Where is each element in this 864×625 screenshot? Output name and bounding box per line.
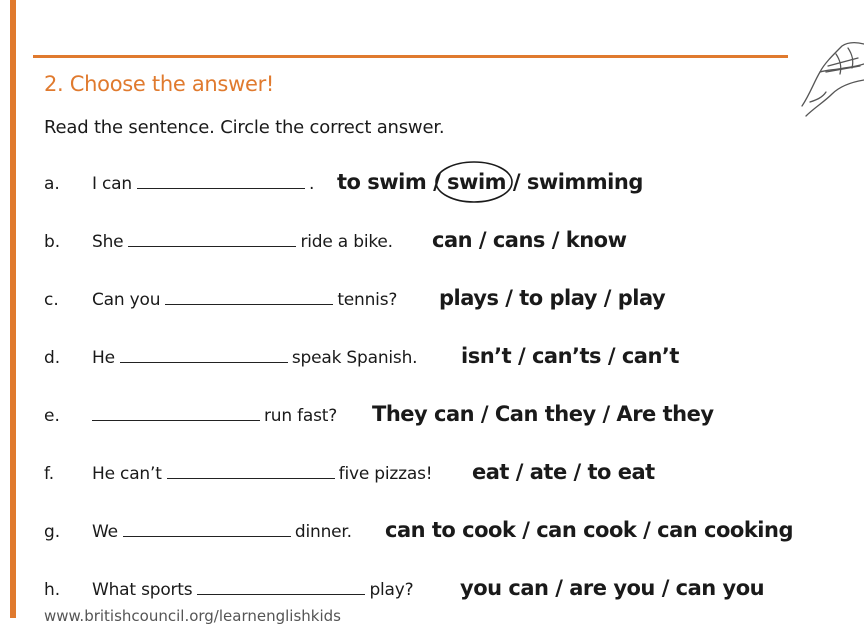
question-row-d: [0, 341, 864, 371]
answer-options[interactable]: to swim / swim / swimming: [337, 170, 643, 194]
question-letter: a.: [44, 174, 60, 194]
answer-options[interactable]: isn’t / can’ts / can’t: [461, 344, 679, 368]
instructions: Read the sentence. Circle the correct answer.: [44, 117, 445, 138]
question-sentence: [92, 232, 393, 252]
answer-options[interactable]: eat / ate / to eat: [472, 460, 655, 484]
question-letter: d.: [44, 348, 61, 368]
answer-options[interactable]: can to cook / can cook / can cooking: [385, 518, 793, 542]
answer-blank[interactable]: [165, 290, 333, 305]
question-sentence: [92, 522, 352, 542]
question-sentence: [92, 464, 432, 484]
question-letter: b.: [44, 232, 61, 252]
answer-blank[interactable]: [167, 464, 335, 479]
answer-blank[interactable]: [197, 580, 365, 595]
sentence-start: He can’t: [92, 464, 162, 484]
sentence-end: play?: [369, 580, 414, 600]
sentence-start: He: [92, 348, 115, 368]
hand-holding-pencil-icon: [796, 36, 864, 120]
sentence-end: tennis?: [337, 290, 398, 310]
question-row-g: [0, 515, 864, 545]
sentence-end: run fast?: [264, 406, 338, 426]
question-letter: c.: [44, 290, 59, 310]
sentence-end: dinner.: [294, 522, 352, 542]
sentence-start: She: [92, 232, 124, 252]
answer-options[interactable]: you can / are you / can you: [460, 576, 765, 600]
answer-blank[interactable]: [92, 406, 260, 421]
answer-options[interactable]: can / cans / know: [432, 228, 627, 252]
answer-blank[interactable]: [128, 232, 296, 247]
sentence-end: ride a bike.: [300, 232, 393, 252]
answer-blank[interactable]: [137, 174, 305, 189]
answer-blank[interactable]: [120, 348, 288, 363]
top-divider: [33, 55, 788, 58]
question-row-c: [0, 283, 864, 313]
sentence-end: five pizzas!: [338, 464, 433, 484]
question-row-a: [0, 167, 864, 197]
sentence-start: We: [92, 522, 118, 542]
question-letter: e.: [44, 406, 60, 426]
question-letter: f.: [44, 464, 55, 484]
question-sentence: [92, 348, 417, 368]
answer-options[interactable]: They can / Can they / Are they: [372, 402, 714, 426]
question-letter: h.: [44, 580, 61, 600]
question-letter: g.: [44, 522, 61, 542]
question-row-h: [0, 573, 864, 603]
question-sentence: [92, 580, 413, 600]
answer-options[interactable]: plays / to play / play: [439, 286, 666, 310]
section-title: 2. Choose the answer!: [44, 72, 275, 96]
question-sentence: [92, 174, 314, 194]
sentence-end: .: [308, 174, 315, 194]
footer-url[interactable]: www.britishcouncil.org/learnenglishkids: [44, 607, 341, 625]
question-sentence: [87, 406, 337, 426]
question-sentence: [92, 290, 397, 310]
question-row-e: [0, 399, 864, 429]
question-row-b: [0, 225, 864, 255]
question-row-f: [0, 457, 864, 487]
answer-blank[interactable]: [123, 522, 291, 537]
sentence-start: Can you: [92, 290, 161, 310]
sentence-start: What sports: [92, 580, 193, 600]
sentence-end: speak Spanish.: [291, 348, 418, 368]
sentence-start: I can: [92, 174, 132, 194]
